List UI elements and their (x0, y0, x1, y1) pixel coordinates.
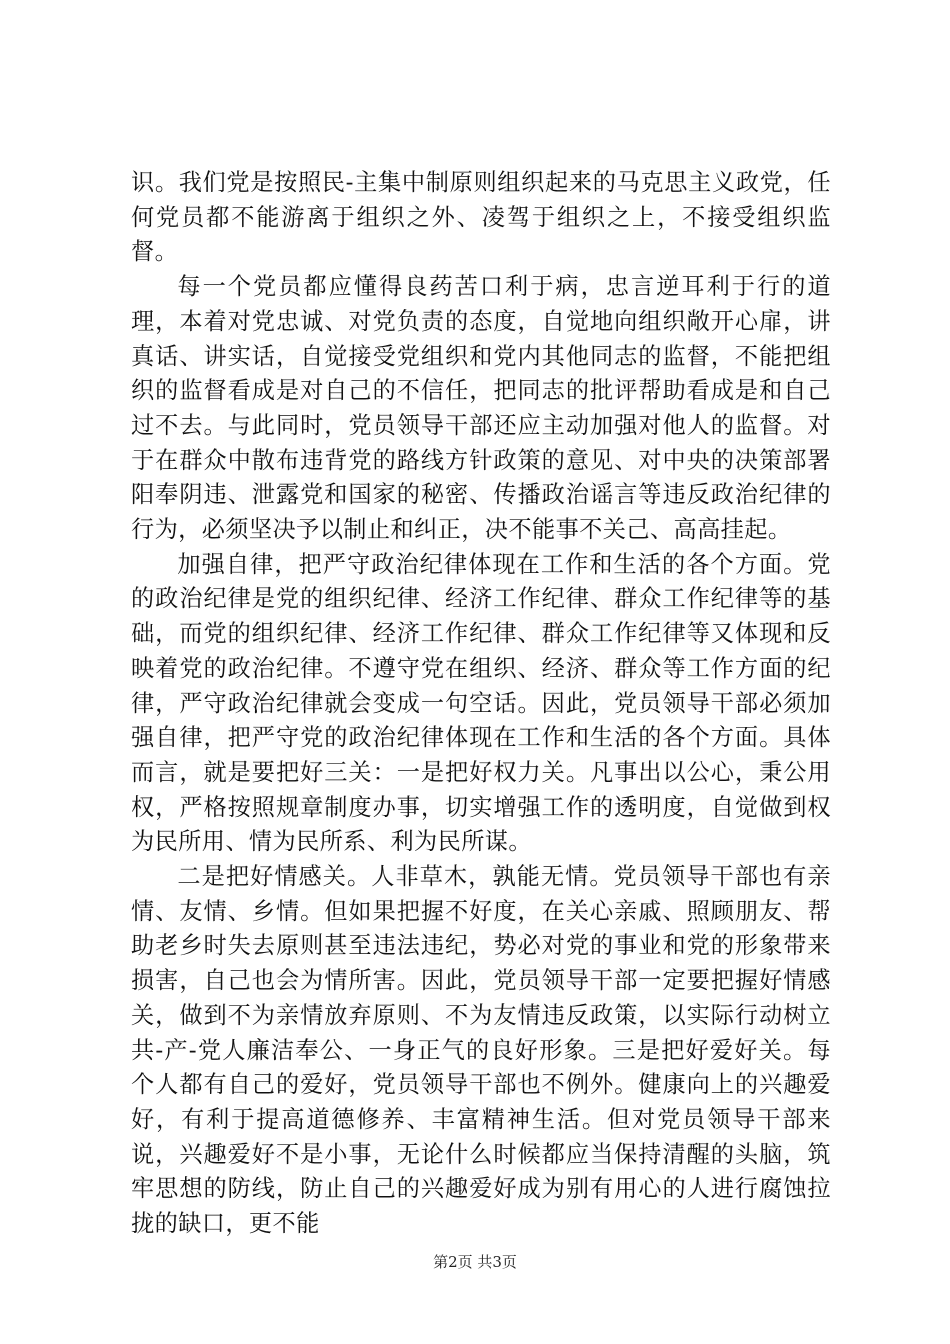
paragraph-4: 二是把好情感关。人非草木，孰能无情。党员领导干部也有亲情、友情、乡情。但如果把握不好度，在关心亲戚、照顾朋友、帮助老乡时失去原则甚至违法违纪，势必对党的事业和党的形象带来损害，自己也会为情所害。因此，党员领导干部一定要把握好情感关，做到不为亲情放弃原则、不为友情违反政策，以实际行动树立共-产-党人廉洁奉公、一身正气的良好形象。三是把好爱好关。每个人都有自己的爱好，党员领导干部也不例外。健康向上的兴趣爱好，有利于提高道德修养、丰富精神生活。但对党员领导干部来说，兴趣爱好不是小事，无论什么时候都应当保持清醒的头脑，筑牢思想的防线，防止自己的兴趣爱好成为别有用心的人进行腐蚀拉拢的缺口，更不能 (131, 863, 831, 1238)
paragraph-1: 识。我们党是按照民-主集中制原则组织起来的马克思主义政党，任何党员都不能游离于组织之外、凌驾于组织之上，不接受组织监督。 (131, 169, 831, 266)
page-number-footer: 第2页 共3页 (433, 1253, 517, 1271)
document-body (131, 166, 831, 1242)
paragraph-3: 加强自律，把严守政治纪律体现在工作和生活的各个方面。党的政治纪律是党的组织纪律、经济工作纪律、群众工作纪律等的基础，而党的组织纪律、经济工作纪律、群众工作纪律等又体现和反映着党的政治纪律。不遵守党在组织、经济、群众等工作方面的纪律，严守政治纪律就会变成一句空话。因此，党员领导干部必须加强自律，把严守党的政治纪律体现在工作和生活的各个方面。具体而言，就是要把好三关：一是把好权力关。凡事出以公心，秉公用权，严格按照规章制度办事，切实增强工作的透明度，自觉做到权为民所用、情为民所系、利为民所谋。 (131, 550, 831, 856)
paragraph-2: 每一个党员都应懂得良药苦口利于病，忠言逆耳利于行的道理，本着对党忠诚、对党负责的态度，自觉地向组织敞开心扉，讲真话、讲实话，自觉接受党组织和党内其他同志的监督，不能把组织的监督看成是对自己的不信任，把同志的批评帮助看成是和自己过不去。与此同时，党员领导干部还应主动加强对他人的监督。对于在群众中散布违背党的路线方针政策的意见、对中央的决策部署阳奉阴违、泄露党和国家的秘密、传播政治谣言等违反政治纪律的行为，必须坚决予以制止和纠正，决不能事不关己、高高挂起。 (131, 273, 831, 544)
